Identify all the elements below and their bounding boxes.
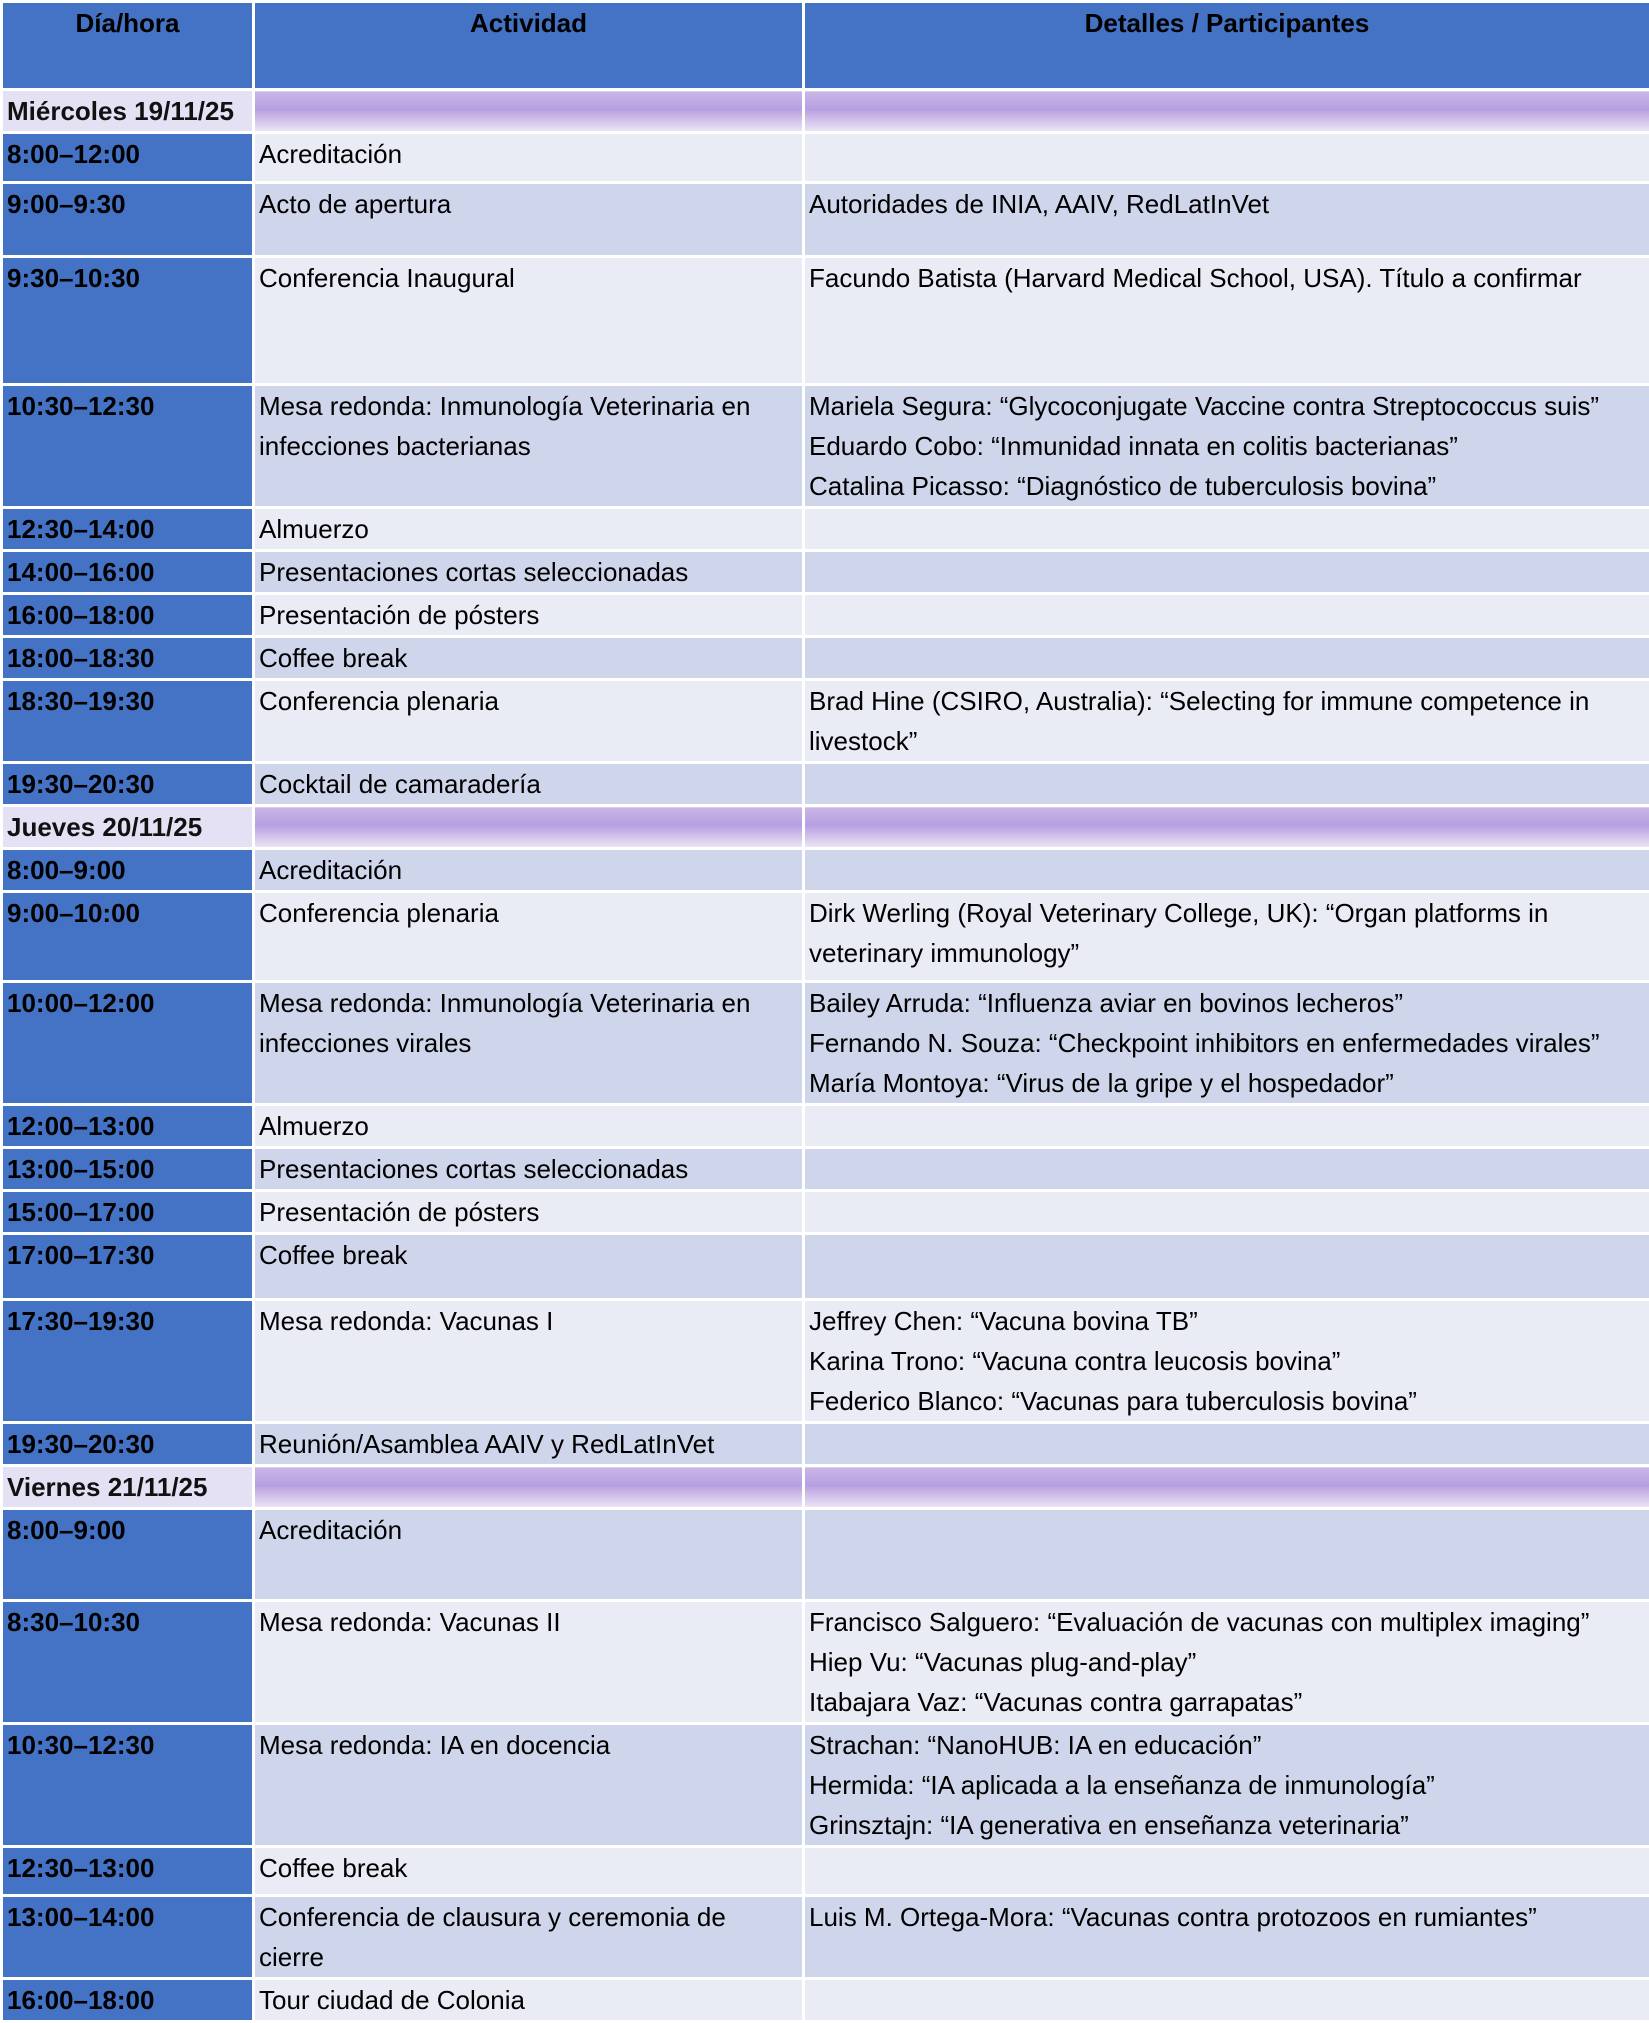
- details-line: Luis M. Ortega-Mora: “Vacunas contra protozoos en rumiantes”: [809, 1897, 1645, 1937]
- details-line: Autoridades de INIA, AAIV, RedLatInVet: [809, 184, 1645, 224]
- activity-cell: [254, 183, 804, 257]
- table-row: [2, 1896, 1649, 1979]
- activity-line: Mesa redonda: Vacunas I: [259, 1301, 798, 1341]
- activity-line: Acreditación: [259, 850, 798, 890]
- activity-line: Conferencia plenaria: [259, 681, 798, 721]
- activity-line: Presentaciones cortas seleccionadas: [259, 552, 798, 592]
- activity-cell: [254, 1234, 804, 1300]
- activity-cell: [254, 1191, 804, 1234]
- activity-cell: [254, 1148, 804, 1191]
- activity-cell: [254, 1896, 804, 1979]
- activity-cell: [254, 892, 804, 982]
- details-line: Eduardo Cobo: “Inmunidad innata en colitis bacterianas”: [809, 426, 1645, 466]
- table-row: [2, 1300, 1649, 1423]
- time-cell: 12:30–13:00: [2, 1847, 254, 1896]
- activity-line: Cocktail de camaradería: [259, 764, 798, 804]
- time-cell: 8:00–9:00: [2, 1509, 254, 1601]
- table-row: [2, 1423, 1649, 1466]
- details-line: Dirk Werling (Royal Veterinary College, UK): “Organ platforms in: [809, 893, 1645, 933]
- table-row: [2, 1148, 1649, 1191]
- details-cell: [804, 1979, 1649, 2022]
- details-cell: [804, 508, 1649, 551]
- details-cell: [804, 680, 1649, 763]
- details-line: Grinsztajn: “IA generativa en enseñanza veterinaria”: [809, 1805, 1645, 1845]
- activity-line: Acreditación: [259, 1510, 798, 1550]
- table-row: [2, 133, 1649, 183]
- activity-cell: [254, 763, 804, 806]
- activity-cell: [254, 508, 804, 551]
- activity-line: Coffee break: [259, 1848, 798, 1888]
- details-cell: [804, 1191, 1649, 1234]
- day-separator-row: [2, 90, 1649, 133]
- activity-line: Presentaciones cortas seleccionadas: [259, 1149, 798, 1189]
- details-cell: [804, 1148, 1649, 1191]
- activity-line: Mesa redonda: Inmunología Veterinaria en: [259, 983, 798, 1023]
- table-row: [2, 1601, 1649, 1724]
- activity-cell: [254, 680, 804, 763]
- table-row: [2, 637, 1649, 680]
- details-line: Bailey Arruda: “Influenza aviar en bovinos lecheros”: [809, 983, 1645, 1023]
- table-row: [2, 183, 1649, 257]
- day-band: [254, 806, 804, 849]
- time-cell: 16:00–18:00: [2, 594, 254, 637]
- activity-cell: [254, 594, 804, 637]
- details-line: Mariela Segura: “Glycoconjugate Vaccine contra Streptococcus suis”: [809, 386, 1645, 426]
- details-cell: [804, 1509, 1649, 1601]
- activity-cell: [254, 257, 804, 385]
- day-band: [804, 90, 1649, 133]
- header-activity: Actividad: [254, 2, 804, 90]
- activity-line: Tour ciudad de Colonia: [259, 1980, 798, 2020]
- details-cell: [804, 1896, 1649, 1979]
- activity-line: Presentación de pósters: [259, 1192, 798, 1232]
- details-cell: [804, 1423, 1649, 1466]
- time-cell: 8:30–10:30: [2, 1601, 254, 1724]
- activity-line: Mesa redonda: Vacunas II: [259, 1602, 798, 1642]
- day-label: Miércoles 19/11/25: [2, 90, 254, 133]
- details-cell: [804, 1234, 1649, 1300]
- time-cell: 17:00–17:30: [2, 1234, 254, 1300]
- activity-line: Mesa redonda: IA en docencia: [259, 1725, 798, 1765]
- time-cell: 19:30–20:30: [2, 1423, 254, 1466]
- time-cell: 18:30–19:30: [2, 680, 254, 763]
- schedule-body: [2, 90, 1649, 2022]
- table-row: [2, 1509, 1649, 1601]
- details-line: Francisco Salguero: “Evaluación de vacunas con multiplex imaging”: [809, 1602, 1645, 1642]
- time-cell: 8:00–9:00: [2, 849, 254, 892]
- details-cell: [804, 551, 1649, 594]
- table-row: [2, 1847, 1649, 1896]
- time-cell: 15:00–17:00: [2, 1191, 254, 1234]
- details-cell: [804, 133, 1649, 183]
- table-row: [2, 1724, 1649, 1847]
- table-row: [2, 1979, 1649, 2022]
- activity-line: Reunión/Asamblea AAIV y RedLatInVet: [259, 1424, 798, 1464]
- time-cell: 10:30–12:30: [2, 385, 254, 508]
- table-row: [2, 892, 1649, 982]
- details-line: Jeffrey Chen: “Vacuna bovina TB”: [809, 1301, 1645, 1341]
- details-cell: [804, 1847, 1649, 1896]
- activity-line: Acto de apertura: [259, 184, 798, 224]
- details-line: Hiep Vu: “Vacunas plug-and-play”: [809, 1642, 1645, 1682]
- activity-cell: [254, 1979, 804, 2022]
- details-line: Catalina Picasso: “Diagnóstico de tuberculosis bovina”: [809, 466, 1645, 506]
- details-cell: [804, 892, 1649, 982]
- day-label: Viernes 21/11/25: [2, 1466, 254, 1509]
- details-line: Karina Trono: “Vacuna contra leucosis bovina”: [809, 1341, 1645, 1381]
- details-cell: [804, 1601, 1649, 1724]
- details-line: María Montoya: “Virus de la gripe y el hospedador”: [809, 1063, 1645, 1103]
- details-line: Fernando N. Souza: “Checkpoint inhibitors en enfermedades virales”: [809, 1023, 1645, 1063]
- activity-cell: [254, 1105, 804, 1148]
- table-row: [2, 1234, 1649, 1300]
- activity-cell: [254, 1601, 804, 1724]
- table-row: [2, 594, 1649, 637]
- time-cell: 18:00–18:30: [2, 637, 254, 680]
- activity-line: Presentación de pósters: [259, 595, 798, 635]
- details-cell: [804, 1300, 1649, 1423]
- table-row: [2, 1191, 1649, 1234]
- time-cell: 9:30–10:30: [2, 257, 254, 385]
- details-line: Federico Blanco: “Vacunas para tuberculosis bovina”: [809, 1381, 1645, 1421]
- activity-line: infecciones virales: [259, 1023, 798, 1063]
- details-cell: [804, 594, 1649, 637]
- activity-cell: [254, 849, 804, 892]
- activity-line: Coffee break: [259, 638, 798, 678]
- day-band: [804, 806, 1649, 849]
- activity-line: Conferencia Inaugural: [259, 258, 798, 298]
- time-cell: 10:00–12:00: [2, 982, 254, 1105]
- time-cell: 8:00–12:00: [2, 133, 254, 183]
- activity-line: Coffee break: [259, 1235, 798, 1275]
- time-cell: 12:30–14:00: [2, 508, 254, 551]
- time-cell: 12:00–13:00: [2, 1105, 254, 1148]
- details-line: veterinary immunology”: [809, 933, 1645, 973]
- time-cell: 19:30–20:30: [2, 763, 254, 806]
- header-time: Día/hora: [2, 2, 254, 90]
- activity-cell: [254, 1423, 804, 1466]
- table-row: [2, 508, 1649, 551]
- day-band: [254, 90, 804, 133]
- details-cell: [804, 1724, 1649, 1847]
- activity-cell: [254, 385, 804, 508]
- details-cell: [804, 183, 1649, 257]
- day-band: [254, 1466, 804, 1509]
- activity-line: Conferencia plenaria: [259, 893, 798, 933]
- time-cell: 13:00–14:00: [2, 1896, 254, 1979]
- details-cell: [804, 982, 1649, 1105]
- details-line: Facundo Batista (Harvard Medical School, USA). Título a confirmar: [809, 258, 1645, 298]
- time-cell: 17:30–19:30: [2, 1300, 254, 1423]
- time-cell: 14:00–16:00: [2, 551, 254, 594]
- day-band: [804, 1466, 1649, 1509]
- activity-line: Conferencia de clausura y ceremonia de: [259, 1897, 798, 1937]
- activity-line: Mesa redonda: Inmunología Veterinaria en: [259, 386, 798, 426]
- activity-cell: [254, 1300, 804, 1423]
- activity-cell: [254, 1724, 804, 1847]
- table-row: [2, 1105, 1649, 1148]
- details-line: livestock”: [809, 721, 1645, 761]
- activity-line: infecciones bacterianas: [259, 426, 798, 466]
- details-cell: [804, 637, 1649, 680]
- activity-line: Acreditación: [259, 134, 798, 174]
- table-row: [2, 257, 1649, 385]
- details-cell: [804, 385, 1649, 508]
- time-cell: 9:00–10:00: [2, 892, 254, 982]
- details-line: Brad Hine (CSIRO, Australia): “Selecting for immune competence in: [809, 681, 1645, 721]
- table-row: [2, 849, 1649, 892]
- header-details: Detalles / Participantes: [804, 2, 1649, 90]
- table-row: [2, 385, 1649, 508]
- activity-cell: [254, 1509, 804, 1601]
- activity-cell: [254, 982, 804, 1105]
- activity-cell: [254, 551, 804, 594]
- details-cell: [804, 1105, 1649, 1148]
- details-line: Strachan: “NanoHUB: IA en educación”: [809, 1725, 1645, 1765]
- table-row: [2, 763, 1649, 806]
- activity-cell: [254, 1847, 804, 1896]
- activity-cell: [254, 133, 804, 183]
- activity-cell: [254, 637, 804, 680]
- activity-line: cierre: [259, 1937, 798, 1977]
- time-cell: 10:30–12:30: [2, 1724, 254, 1847]
- details-cell: [804, 763, 1649, 806]
- details-cell: [804, 257, 1649, 385]
- header-row: [2, 2, 1649, 90]
- details-cell: [804, 849, 1649, 892]
- table-row: [2, 680, 1649, 763]
- activity-line: Almuerzo: [259, 509, 798, 549]
- day-separator-row: [2, 1466, 1649, 1509]
- details-line: Hermida: “IA aplicada a la enseñanza de inmunología”: [809, 1765, 1645, 1805]
- time-cell: 16:00–18:00: [2, 1979, 254, 2022]
- day-separator-row: [2, 806, 1649, 849]
- time-cell: 13:00–15:00: [2, 1148, 254, 1191]
- day-label: Jueves 20/11/25: [2, 806, 254, 849]
- table-row: [2, 982, 1649, 1105]
- table-row: [2, 551, 1649, 594]
- details-line: Itabajara Vaz: “Vacunas contra garrapatas”: [809, 1682, 1645, 1722]
- time-cell: 9:00–9:30: [2, 183, 254, 257]
- activity-line: Almuerzo: [259, 1106, 798, 1146]
